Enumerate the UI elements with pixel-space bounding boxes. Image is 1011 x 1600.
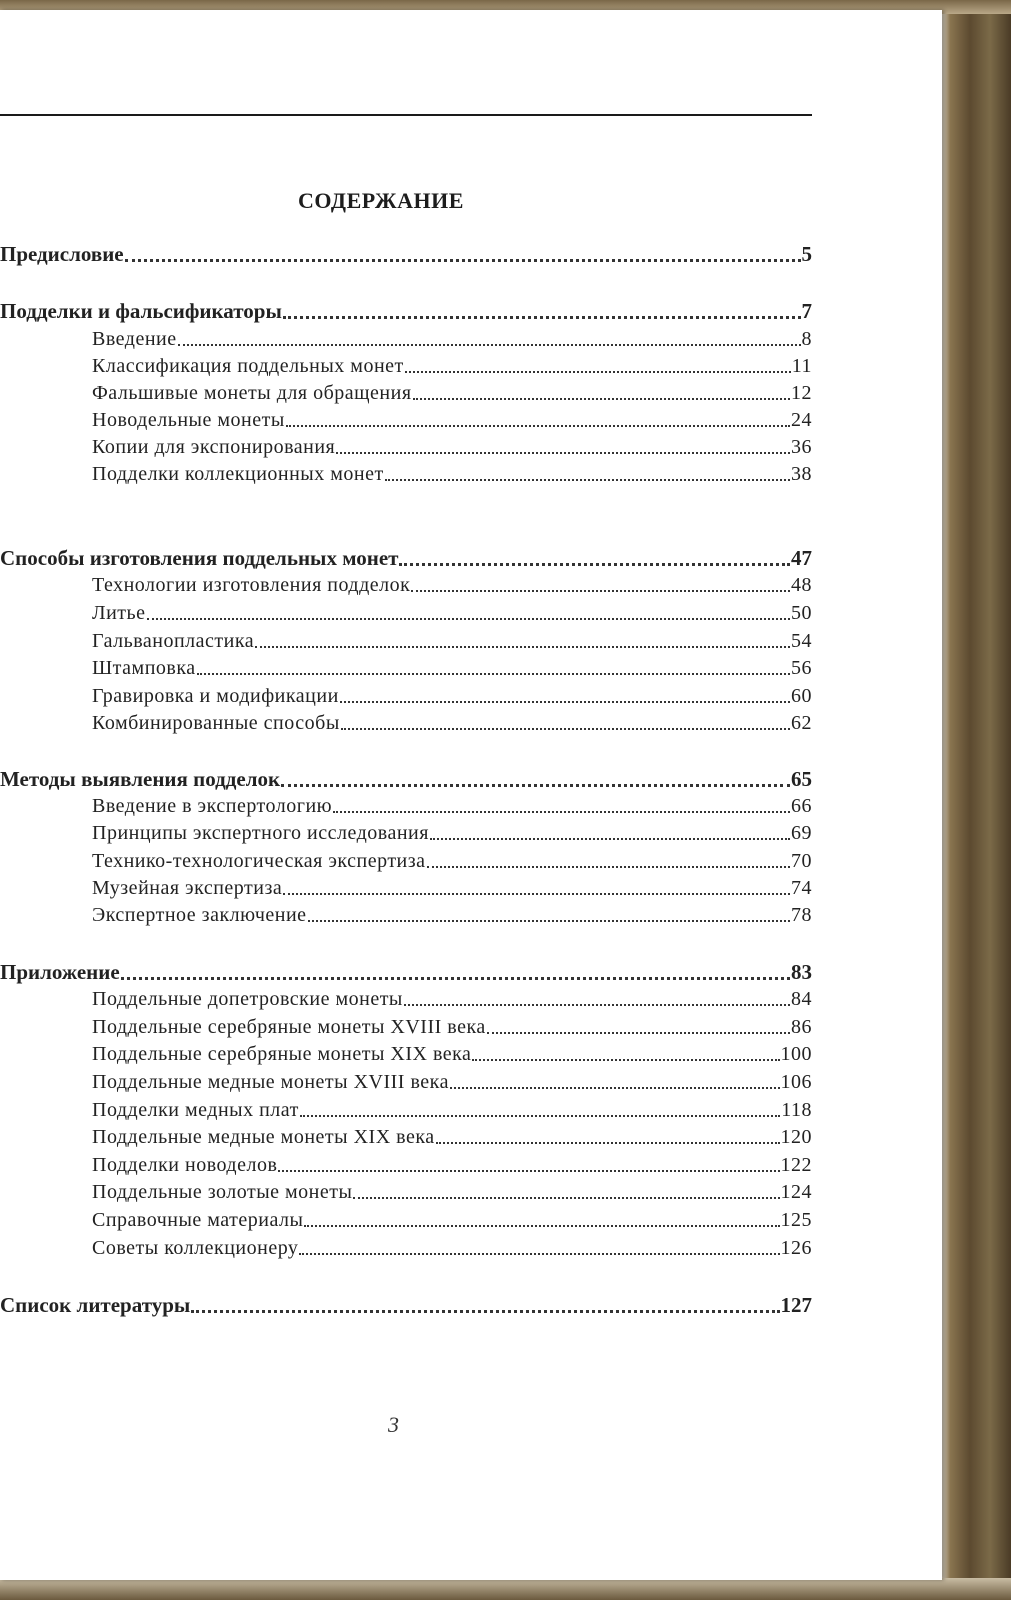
dot-leader [472,1059,779,1061]
toc-page: 84 [791,988,812,1010]
toc-section [0,767,812,792]
toc-subsection [0,904,812,927]
toc-label: Технико-технологическая экспертиза [92,850,426,872]
toc-page: 69 [791,822,812,844]
toc-subsection [0,988,812,1011]
toc-label: Подделки и фальсификаторы [0,299,282,323]
toc-subsection [0,463,812,486]
toc-section [0,299,812,324]
toc-subsection [0,409,812,432]
toc-label: Поддельные медные монеты XVIII века [92,1071,449,1093]
dot-leader [341,728,790,730]
toc-label: Копии для экспонирования [92,436,336,458]
dot-leader [430,838,790,840]
toc-section [0,546,812,571]
toc-section [0,242,812,267]
page-number: 3 [388,1412,399,1437]
toc-label: Методы выявления подделок [0,767,281,791]
dot-leader [304,1225,779,1227]
dot-leader [283,316,801,319]
toc-subsection [0,685,812,708]
toc-label: Введение в экспертологию [92,795,333,817]
toc-subsection [0,1126,812,1149]
toc-page: 74 [791,877,812,899]
toc-subsection [0,1154,812,1177]
dot-leader [436,1142,780,1144]
toc-page: 100 [780,1043,812,1065]
dot-leader [413,398,790,400]
toc-page: 56 [791,657,812,679]
dot-leader [340,701,790,703]
dot-leader [299,1253,779,1255]
dot-leader [255,646,790,648]
dot-leader [450,1087,780,1089]
dot-leader [427,866,790,868]
toc-page: 24 [791,409,812,431]
dot-leader [487,1032,790,1034]
toc-subsection [0,382,812,405]
toc-section [0,1293,812,1318]
toc-subsection [0,657,812,680]
toc-label: Литье [92,602,146,624]
toc-subsection [0,1071,812,1094]
toc-subsection [0,602,812,625]
toc-subsection [0,1209,812,1232]
toc-page: 65 [791,767,812,791]
toc-label: Поддельные золотые монеты [92,1181,353,1203]
toc-page: 62 [791,712,812,734]
toc-subsection [0,328,812,351]
dot-leader [281,784,790,787]
dot-leader [404,1004,790,1006]
toc-subsection [0,1099,812,1122]
toc-label: Подделки медных плат [92,1099,299,1121]
toc-page: 47 [791,546,812,570]
toc-label: Гальванопластика [92,630,255,652]
toc-label: Введение [92,328,177,350]
dot-leader [385,479,790,481]
toc-page: 5 [801,242,812,266]
toc-page: 118 [781,1099,812,1121]
toc-subsection [0,795,812,818]
toc-subsection [0,574,812,597]
toc-label: Технологии изготовления подделок [92,574,411,596]
dot-leader [278,1170,779,1172]
dot-leader [147,618,790,620]
toc-label: Справочные материалы [92,1209,304,1231]
toc-page: 7 [801,299,812,323]
dot-leader [283,893,790,895]
toc-label: Список литературы [0,1293,191,1317]
dot-leader [333,811,790,813]
dot-leader [178,344,801,346]
toc-page: 70 [791,850,812,872]
dot-leader [336,452,790,454]
toc-page: 11 [791,355,812,377]
toc-label: Советы коллекционеру [92,1237,299,1259]
toc-subsection [0,1237,812,1260]
toc-subsection [0,712,812,735]
toc-subsection [0,436,812,459]
toc-label: Поддельные медные монеты XIX века [92,1126,435,1148]
toc-label: Приложение [0,960,120,984]
toc-page: 126 [780,1237,812,1259]
toc-section [0,960,812,985]
book-page [0,10,942,1580]
toc-page: 38 [791,463,812,485]
toc-page: 8 [801,328,812,350]
toc-page: 122 [780,1154,812,1176]
toc-subsection [0,877,812,900]
toc-page: 54 [791,630,812,652]
dot-leader [300,1115,780,1117]
toc-subsection [0,1181,812,1204]
dot-leader [197,673,790,675]
toc-page: 48 [791,574,812,596]
dot-leader [399,563,790,566]
toc-label: Комбинированные способы [92,712,340,734]
toc-page: 106 [780,1071,812,1093]
toc-label: Поддельные серебряные монеты XIX века [92,1043,472,1065]
dot-leader [191,1310,779,1313]
dot-leader [411,590,790,592]
toc-label: Поддельные серебряные монеты XVIII века [92,1016,486,1038]
dot-leader [405,371,791,373]
toc-page: 50 [791,602,812,624]
toc-page: 86 [791,1016,812,1038]
toc-subsection [0,850,812,873]
toc-subsection [0,630,812,653]
header-rule [0,114,812,116]
toc-label: Фальшивые монеты для обращения [92,382,412,404]
toc-page: 78 [791,904,812,926]
toc-page: 124 [780,1181,812,1203]
toc-label: Новодельные монеты [92,409,285,431]
toc-title: СОДЕРЖАНИЕ [298,188,464,213]
toc-label: Классификация поддельных монет [92,355,404,377]
dot-leader [353,1197,779,1199]
toc-label: Музейная экспертиза [92,877,283,899]
toc-page: 83 [791,960,812,984]
toc-page: 66 [791,795,812,817]
dot-leader [121,977,790,980]
toc-label: Подделки коллекционных монет [92,463,384,485]
toc-label: Гравировка и модификации [92,685,339,707]
dot-leader [308,920,790,922]
dot-leader [286,425,790,427]
toc-label: Предисловие [0,242,124,266]
toc-subsection [0,822,812,845]
toc-label: Принципы экспертного исследования [92,822,429,844]
toc-page: 125 [780,1209,812,1231]
toc-label: Экспертное заключение [92,904,307,926]
toc-subsection [0,1043,812,1066]
toc-page: 60 [791,685,812,707]
toc-label: Штамповка [92,657,196,679]
toc-label: Подделки новоделов [92,1154,278,1176]
toc-subsection [0,1016,812,1039]
cover-edge-bottom [0,1578,1011,1600]
toc-subsection [0,355,812,378]
toc-label: Поддельные допетровские монеты [92,988,403,1010]
toc-label: Способы изготовления поддельных монет [0,546,399,570]
toc-page: 127 [780,1293,812,1317]
dot-leader [125,259,801,262]
toc-page: 36 [791,436,812,458]
toc-page: 120 [780,1126,812,1148]
toc-page: 12 [791,382,812,404]
